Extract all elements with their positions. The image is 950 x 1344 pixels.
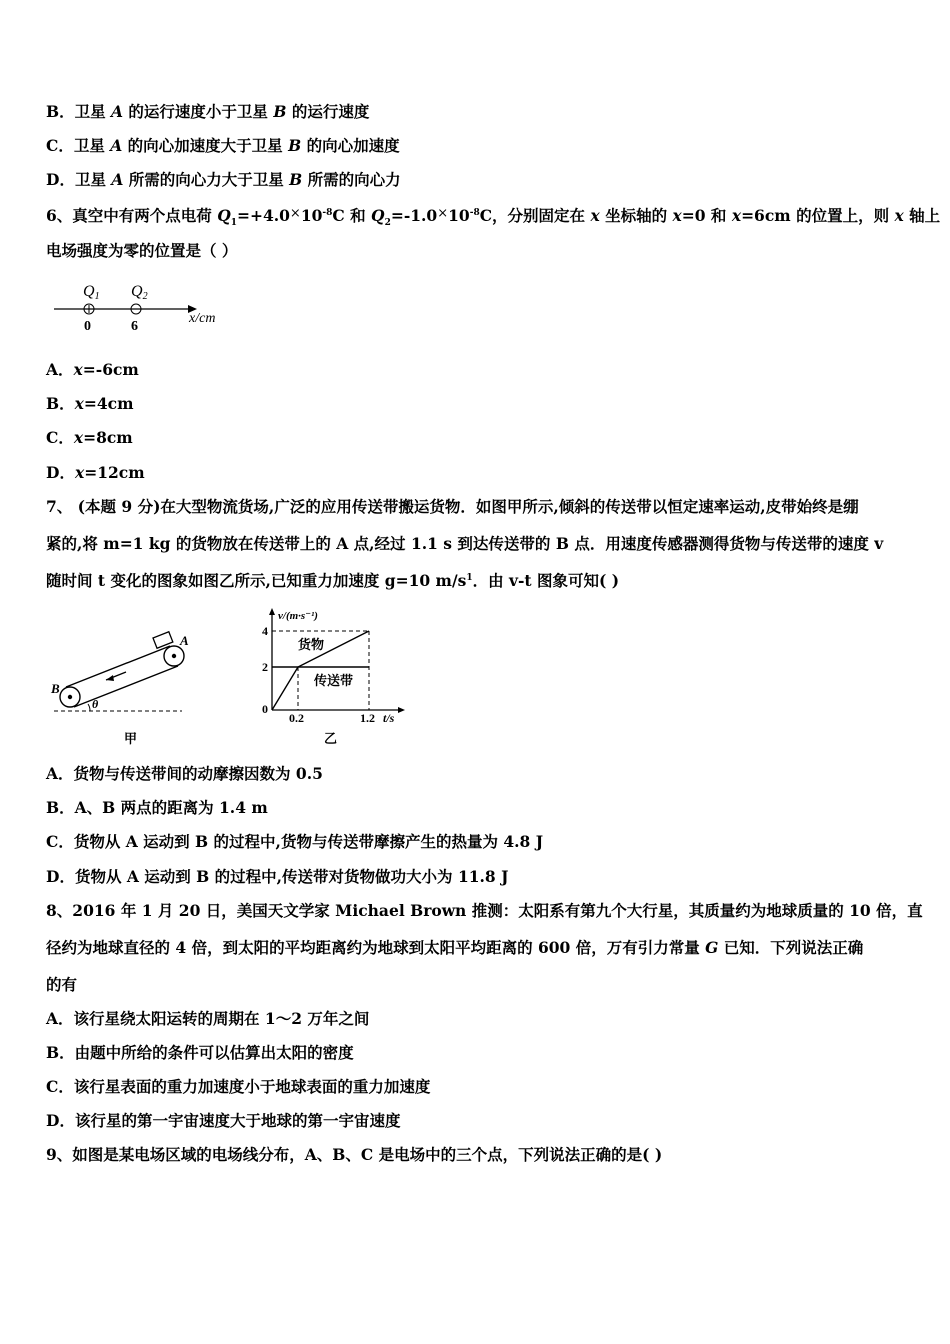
- q7-option-a: A．货物与传送带间的动摩擦因数为 0.5: [46, 764, 323, 783]
- q7-vt-cargo-label: 货物: [298, 637, 325, 652]
- q6-stem-line1: 6、真空中有两个点电荷 $Q_1=+4.0^\times 10^{-8}C$ 和 $Q_2=-1.0^\times 10^{-8}C$，分别固定在 x 坐标轴的 x=0 和 x=6cm 的位置上，则 x 轴上: [46, 206, 941, 229]
- q8-option-d: D．该行星的第一宇宙速度大于地球的第一宇宙速度: [46, 1111, 401, 1130]
- q7-conveyor-label-a: A: [180, 633, 189, 648]
- q6-stem-line2: 电场强度为零的位置是（ ）: [46, 241, 238, 260]
- q8-stem-line2: 径约为地球直径的 4 倍，到太阳的平均距离约为地球到太阳平均距离的 600 倍，万有引力常量 G 已知．下列说法正确: [46, 938, 864, 957]
- q6-option-a: A．x=-6cm: [46, 360, 139, 379]
- q6-figure-charges-axis: [46, 278, 236, 336]
- q6-option-d: D．x=12cm: [46, 463, 145, 482]
- q7-vt-ytick-0: 0: [262, 702, 268, 716]
- q7-vt-xlabel: t/s: [383, 711, 395, 725]
- q6-option-c: C．x=8cm: [46, 428, 133, 447]
- q6-figure-q1-label: Q1: [83, 283, 100, 302]
- q5-option-d: D．卫星 A 所需的向心力大于卫星 B 所需的向心力: [46, 170, 401, 189]
- q5-option-c: C．卫星 A 的向心加速度大于卫星 B 的向心加速度: [46, 136, 400, 155]
- q7-conveyor-caption: 甲: [124, 731, 138, 746]
- q7-stem-line1: 7、 (本题 9 分)在大型物流货场,广泛的应用传送带搬运货物．如图甲所示,倾斜的传送带以恒定速率运动,皮带始终是绷: [46, 497, 859, 516]
- q7-vt-ytick-2: 2: [262, 660, 268, 674]
- q7-vt-ytick-4: 4: [262, 624, 268, 638]
- q7-figure-vt-graph: [250, 605, 410, 750]
- q7-option-c: C．货物从 A 运动到 B 的过程中,货物与传送带摩擦产生的热量为 4.8 J: [46, 832, 544, 851]
- q7-conveyor-angle-arc: [88, 704, 90, 711]
- q6-figure-axis-label: x/cm: [189, 311, 216, 326]
- q7-conveyor-belt-top: [66, 646, 170, 687]
- q8-option-a: A．该行星绕太阳运转的周期在 1～2 万年之间: [46, 1009, 370, 1028]
- q6-figure-pos-6: 6: [131, 319, 138, 334]
- q6-option-b: B．x=4cm: [46, 394, 134, 413]
- q8-stem-line3: 的有: [46, 975, 78, 994]
- q7-stem-line2: 紧的,将 m=1 kg 的货物放在传送带上的 A 点,经过 1.1 s 到达传送带的 B 点．用速度传感器测得货物与传送带的速度 v: [46, 534, 884, 553]
- q5-option-b: B．卫星 A 的运行速度小于卫星 B 的运行速度: [46, 102, 370, 121]
- q6-figure-q2-label: Q2: [131, 283, 148, 302]
- q7-vt-caption: 乙: [324, 731, 338, 746]
- q7-option-b: B．A、B 两点的距离为 1.4 m: [46, 798, 268, 817]
- q7-stem-line3: 随时间 t 变化的图象如图乙所示,已知重力加速度 g=10 $m/s^1$．由 v-t 图象可知( ): [46, 571, 620, 590]
- q7-vt-belt-label: 传送带: [314, 673, 354, 688]
- q9-stem: 9、如图是某电场区域的电场线分布，A、B、C 是电场中的三个点，下列说法正确的是( ): [46, 1145, 663, 1164]
- q8-stem-line1: 8、2016 年 1 月 20 日，美国天文学家 Michael Brown 推测：太阳系有第九个大行星，其质量约为地球质量的 10 倍，直: [46, 901, 923, 920]
- q7-option-d: D．货物从 A 运动到 B 的过程中,传送带对货物做功大小为 11.8 J: [46, 867, 509, 886]
- q7-vt-ylabel: v/(m·s⁻¹): [278, 610, 318, 622]
- q8-option-b: B．由题中所给的条件可以估算出太阳的密度: [46, 1043, 354, 1062]
- q7-figure-conveyor: [46, 625, 206, 750]
- q7-conveyor-theta: θ: [92, 697, 99, 711]
- q8-option-c: C．该行星表面的重力加速度小于地球表面的重力加速度: [46, 1077, 431, 1096]
- q7-conveyor-label-b: B: [51, 681, 60, 696]
- q6-figure-pos-0: 0: [84, 319, 91, 334]
- q7-vt-xtick-12: 1.2: [360, 711, 375, 725]
- q7-vt-xtick-02: 0.2: [289, 711, 304, 725]
